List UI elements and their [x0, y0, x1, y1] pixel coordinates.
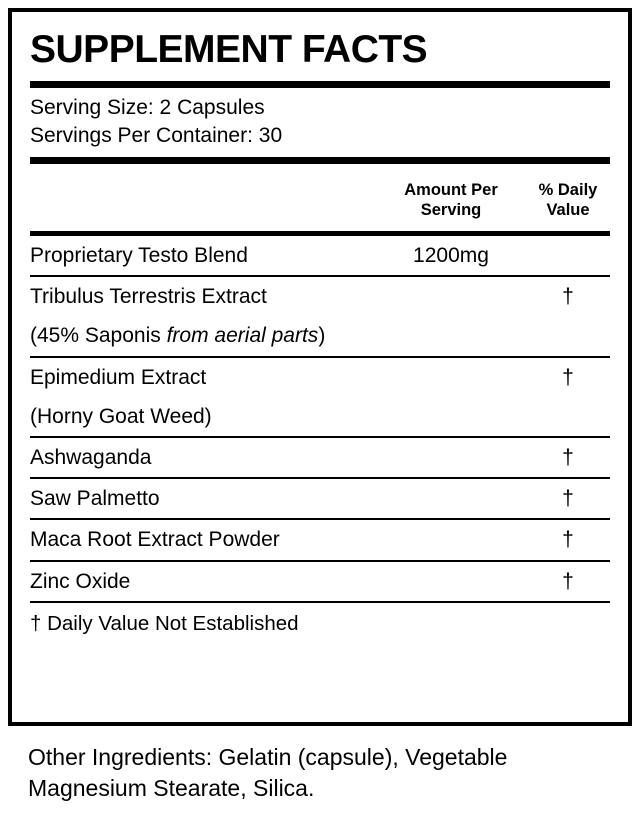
ingredient-dv: † — [562, 487, 574, 511]
subnote-italic: from aerial parts — [166, 324, 319, 348]
ingredient-dv: † — [562, 528, 574, 552]
ingredient-amount — [376, 450, 526, 464]
table-row — [30, 236, 610, 275]
table-row — [30, 438, 610, 477]
ingredient-group-zinc — [30, 562, 610, 603]
table-row — [30, 562, 610, 601]
ingredient-name: Ashwaganda — [30, 446, 152, 470]
ingredient-name: Proprietary Testo Blend — [30, 244, 248, 268]
table-row — [30, 479, 610, 518]
table-row — [30, 520, 610, 559]
ingredient-subnote — [30, 316, 376, 355]
ingredient-amount — [376, 491, 526, 505]
ingredient-amount — [376, 409, 526, 423]
ingredient-name: Tribulus Terrestris Extract — [30, 285, 267, 309]
ingredient-amount — [376, 370, 526, 384]
ingredient-dv: † — [562, 285, 574, 309]
ingredient-amount: 1200mg — [413, 244, 489, 268]
table-row — [30, 277, 610, 316]
ingredient-amount — [376, 574, 526, 588]
ingredient-group-ashwaganda — [30, 438, 610, 479]
ingredient-name: Zinc Oxide — [30, 569, 131, 593]
ingredient-name: Epimedium Extract — [30, 365, 207, 389]
ingredient-name: Maca Root Extract Powder — [30, 528, 280, 552]
ingredient-group-saw-palmetto — [30, 479, 610, 520]
serving-size: Serving Size: 2 Capsules — [30, 96, 265, 119]
subnote-suffix: ) — [318, 324, 326, 348]
ingredient-dv: † — [562, 365, 574, 389]
ingredient-group-epimedium — [30, 358, 610, 438]
daily-value-header: % Daily Value — [538, 180, 598, 220]
ingredient-amount — [376, 289, 526, 303]
ingredient-dv — [526, 409, 610, 423]
daily-value-footnote: † Daily Value Not Established — [30, 611, 299, 635]
ingredient-subnote: (Horny Goat Weed) — [30, 404, 212, 428]
amount-per-serving-header: Amount Per Serving — [404, 180, 498, 220]
table-row — [30, 358, 610, 397]
servings-per-container: Servings Per Container: 30 — [30, 123, 283, 147]
table-row — [30, 316, 610, 355]
ingredient-dv — [526, 328, 610, 342]
panel-title: SUPPLEMENT FACTS — [30, 12, 610, 88]
ingredient-amount — [376, 532, 526, 546]
table-row — [30, 397, 610, 436]
ingredient-dv: † — [562, 446, 574, 470]
ingredient-dv: † — [562, 569, 574, 593]
column-headers — [30, 164, 610, 236]
supplement-facts-panel — [8, 8, 632, 726]
ingredient-group-blend — [30, 236, 610, 277]
serving-info — [30, 88, 610, 164]
ingredient-amount — [376, 328, 526, 342]
ingredient-name: Saw Palmetto — [30, 487, 160, 511]
ingredient-group-tribulus — [30, 277, 610, 357]
subnote-prefix: (45% Saponis — [30, 324, 167, 348]
other-ingredients: Other Ingredients: Gelatin (capsule), Vegetable Magnesium Stearate, Silica. — [28, 744, 508, 802]
ingredient-group-maca — [30, 520, 610, 561]
ingredient-dv — [526, 248, 610, 262]
